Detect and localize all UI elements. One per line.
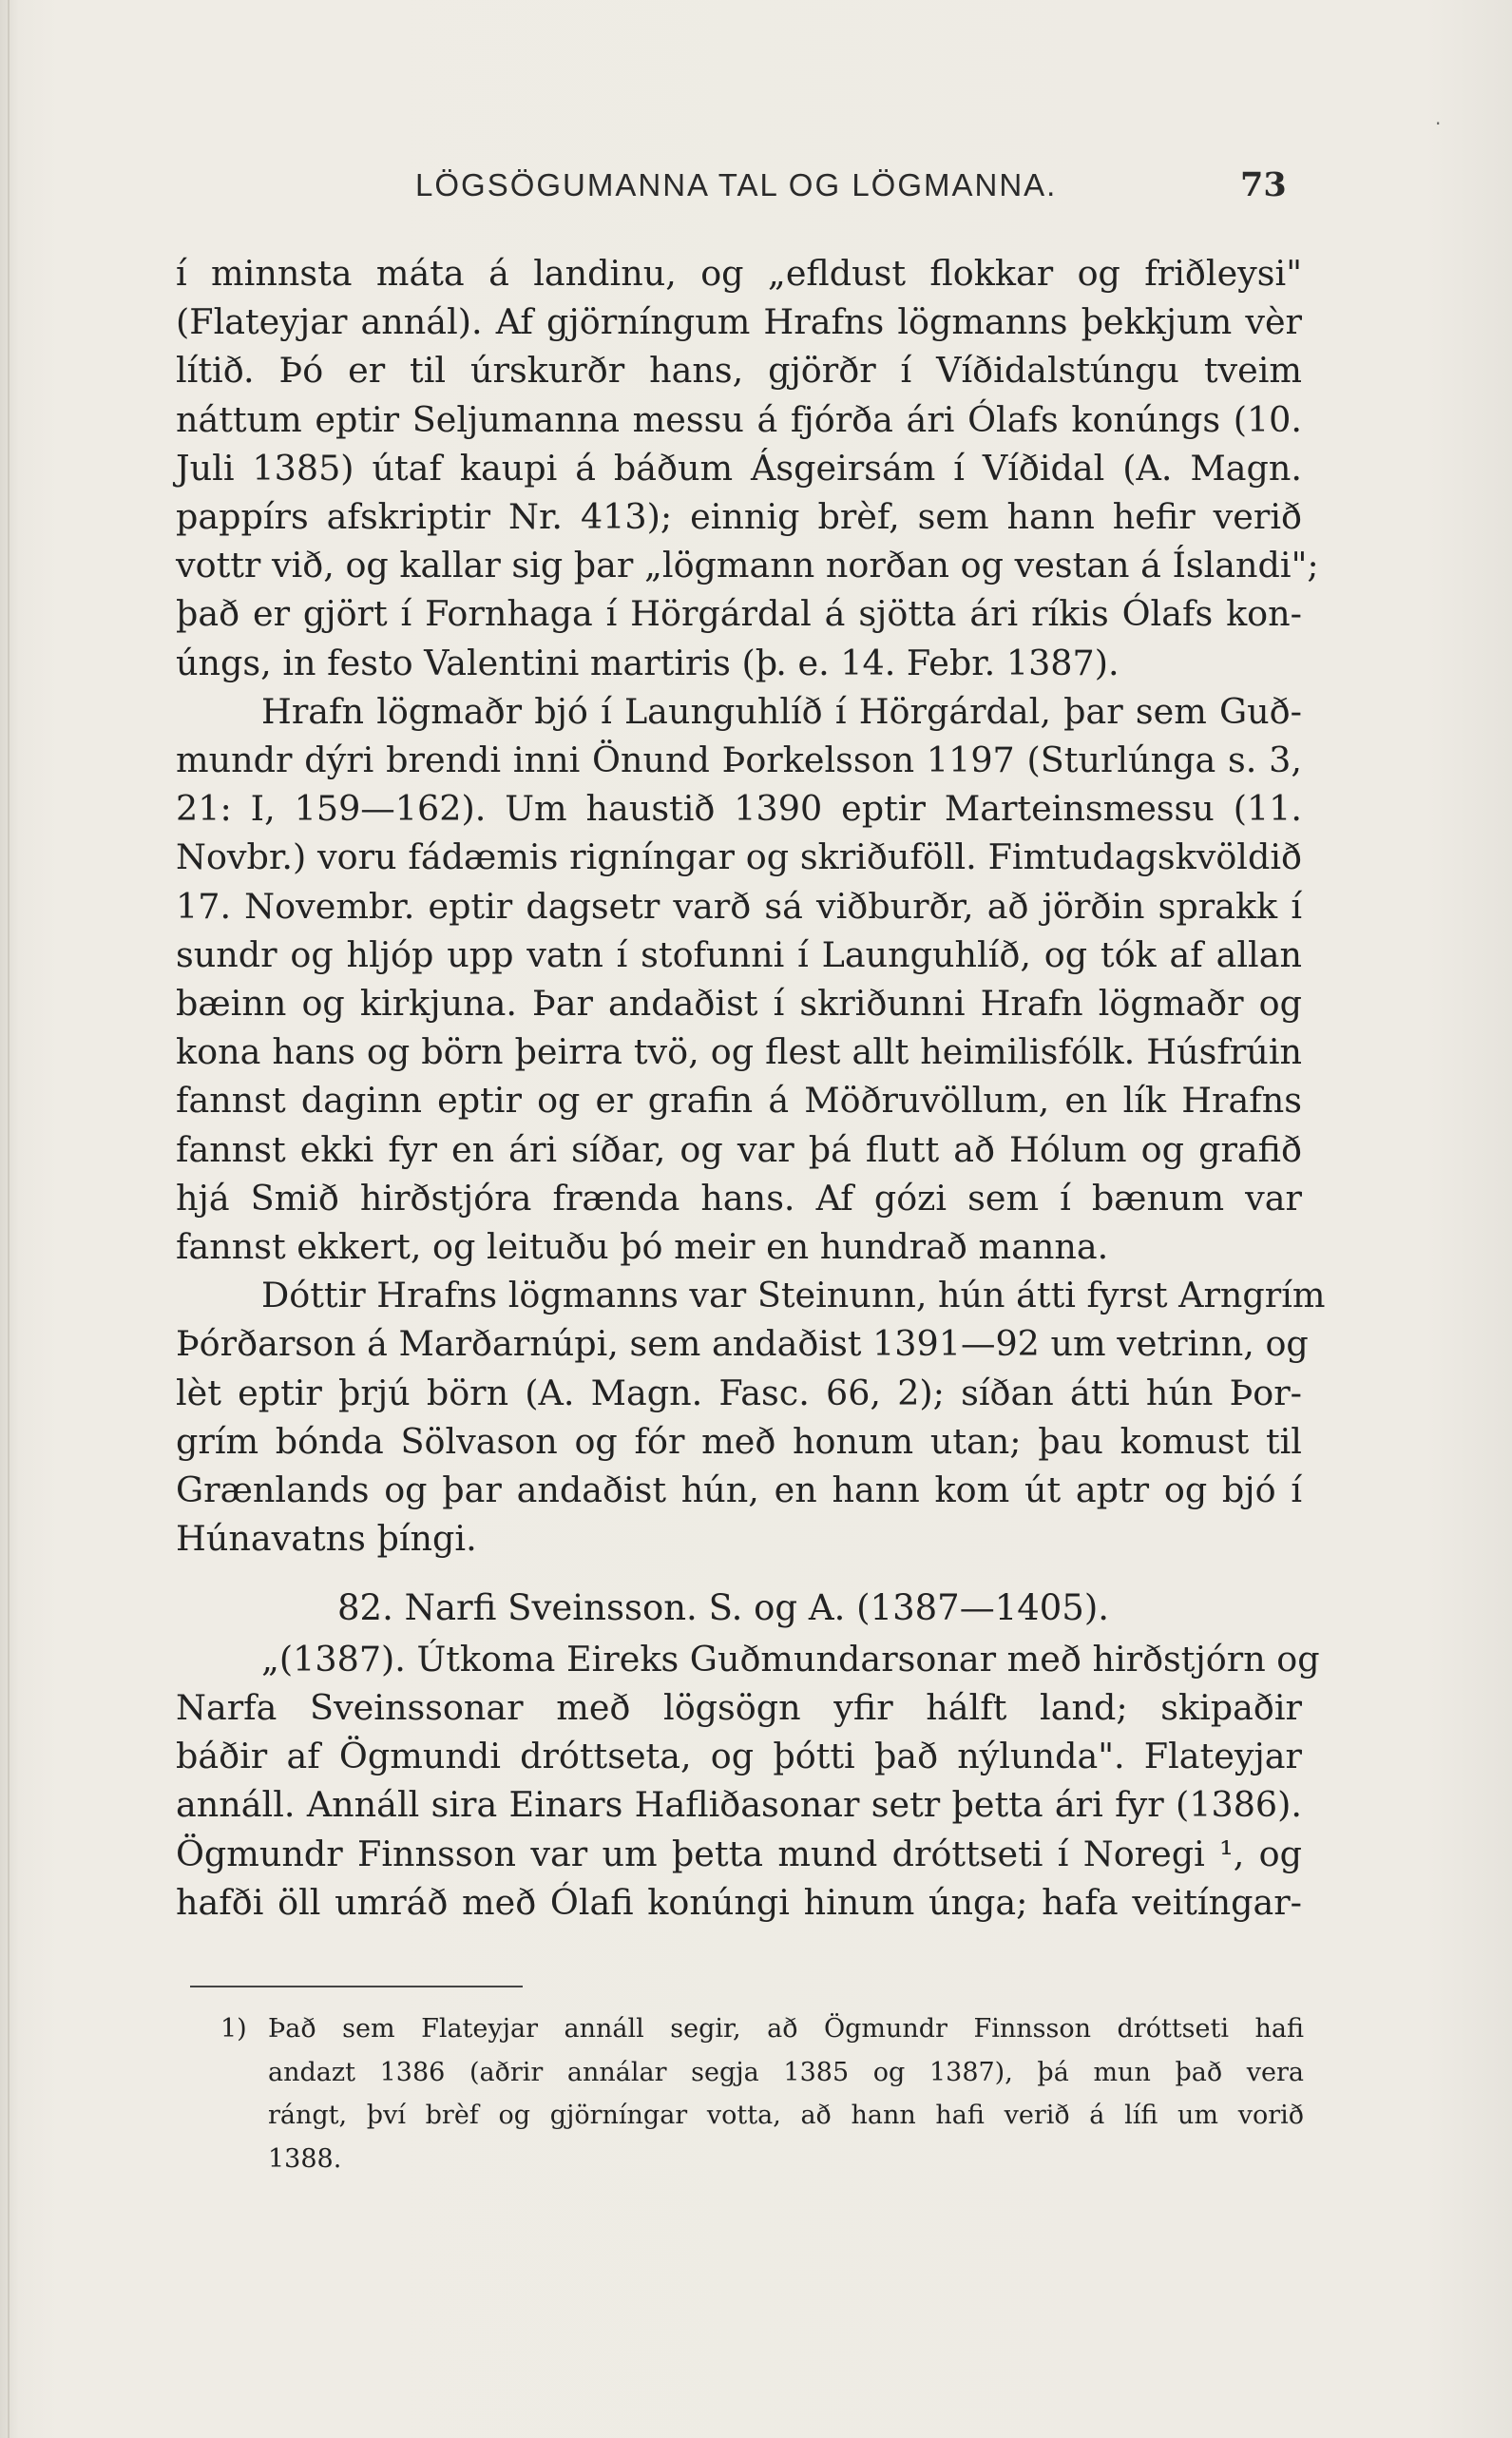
page-number: 73: [1240, 165, 1287, 204]
running-head: [176, 167, 1302, 215]
text-line: úngs, in festo Valentini martiris (þ. e. 14. Febr. 1387).: [176, 642, 1120, 683]
paragraph: [176, 1635, 1320, 1927]
footnote-line: rángt, því brèf og gjörníngar votta, að hann hafi verið á lífi um vorið: [268, 2101, 1304, 2130]
text-line: það er gjört í Fornhaga í Hörgárdal á sjötta ári ríkis Ólafs kon-: [176, 593, 1302, 635]
footnote-separator: [190, 1986, 523, 1987]
text-line: vottr við, og kallar sig þar „lögmann norðan og vestan á Íslandi";: [176, 545, 1319, 586]
footnote-marker: 1): [220, 2014, 247, 2044]
text-line: annáll. Annáll sira Einars Hafliðasonar setr þetta ári fyr (1386).: [176, 1784, 1302, 1826]
ink-speck: ·: [1435, 112, 1442, 135]
page-edge: [8, 0, 10, 2438]
text-line: Hrafn lögmaðr bjó í Launguhlíð í Hörgárdal, þar sem Guð-: [261, 690, 1302, 732]
text-line: 17. Novembr. eptir dagsetr varð sá viðburðr, að jörðin sprakk í: [176, 885, 1302, 927]
text-line: Juli 1385) útaf kaupi á báðum Ásgeirsám í Víðidal (A. Magn.: [176, 447, 1302, 489]
text-line: mundr dýri brendi inni Önund Þorkelsson 1197 (Sturlúnga s. 3,: [176, 739, 1302, 781]
footnote-text: Það sem Flateyjar annáll segir, að Ögmundr Finnsson dróttseti hafi: [268, 2014, 1304, 2044]
text-line: báðir af Ögmundi dróttseta, og þótti það nýlunda". Flateyjar: [176, 1736, 1302, 1777]
text-line: hjá Smið hirðstjóra frænda hans. Af gózi sem í bænum var: [176, 1177, 1302, 1219]
footnote: [220, 2007, 1304, 2180]
text-line: lítið. Þó er til úrskurðr hans, gjörðr í Víðidalstúngu tveim: [176, 350, 1302, 392]
text-line: Novbr.) voru fádæmis rigníngar og skriðuföll. Fimtudagskvöldið: [176, 836, 1302, 878]
text-line: fannst daginn eptir og er grafin á Möðruvöllum, en lík Hrafns: [176, 1080, 1302, 1122]
text-line: sundr og hljóp upp vatn í stofunni í Launguhlíð, og tók af allan: [176, 933, 1302, 975]
footnote-line: 1388.: [268, 2143, 342, 2174]
paragraph: [176, 687, 1302, 1271]
text-line: hafði öll umráð með Ólafi konúngi hinum únga; hafa veitíngar-: [176, 1881, 1302, 1923]
paragraph: [176, 249, 1319, 687]
text-line: „(1387). Útkoma Eireks Guðmundarsonar með hirðstjórn og: [261, 1638, 1320, 1680]
text-line: fannst ekki fyr en ári síðar, og var þá flutt að Hólum og grafið: [176, 1128, 1302, 1170]
text-line: Dóttir Hrafns lögmanns var Steinunn, hún átti fyrst Arngrím: [261, 1275, 1326, 1316]
text-line: lèt eptir þrjú börn (A. Magn. Fasc. 66, 2); síðan átti hún Þor-: [176, 1372, 1302, 1413]
main-text: [176, 249, 1326, 1927]
text-line: (Flateyjar annál). Af gjörníngum Hrafns lögmanns þekkjum vèr: [176, 301, 1302, 343]
text-line: Þórðarson á Marðarnúpi, sem andaðist 1391—92 um vetrinn, og: [176, 1323, 1309, 1365]
text-line: bæinn og kirkjuna. Þar andaðist í skriðunni Hrafn lögmaðr og: [176, 983, 1302, 1025]
footnote-line: andazt 1386 (aðrir annálar segja 1385 og 1387), þá mun það vera: [268, 2057, 1304, 2087]
text-line: fannst ekkert, og leituðu þó meir en hundrað manna.: [176, 1226, 1109, 1268]
text-line: Húnavatns þíngi.: [176, 1518, 477, 1560]
paragraph: [176, 1271, 1326, 1563]
section-heading: 82. Narfi Sveinsson. S. og A. (1387—1405).: [337, 1587, 1110, 1629]
text-line: grím bónda Sölvason og fór með honum utan; þau komust til: [176, 1420, 1302, 1462]
text-line: Ögmundr Finnsson var um þetta mund dróttseti í Noregi ¹, og: [176, 1833, 1302, 1874]
footnote-line: [220, 2007, 1304, 2051]
text-line: Narfa Sveinssonar með lögsögn yfir hálft land; skipaðir: [176, 1686, 1302, 1728]
text-line: pappírs afskriptir Nr. 413); einnig brèf, sem hann hefir verið: [176, 496, 1302, 538]
text-line: 21: I, 159—162). Um haustið 1390 eptir Marteinsmessu (11.: [176, 788, 1302, 830]
text-line: í minnsta máta á landinu, og „efldust flokkar og friðleysi": [176, 253, 1302, 294]
text-line: náttum eptir Seljumanna messu á fjórða ári Ólafs konúngs (10.: [176, 398, 1302, 440]
text-line: Grænlands og þar andaðist hún, en hann kom út aptr og bjó í: [176, 1469, 1302, 1511]
running-head-title: LÖGSÖGUMANNA TAL OG LÖGMANNA.: [415, 167, 1058, 202]
text-line: kona hans og börn þeirra tvö, og flest allt heimilisfólk. Húsfrúin: [176, 1031, 1302, 1073]
